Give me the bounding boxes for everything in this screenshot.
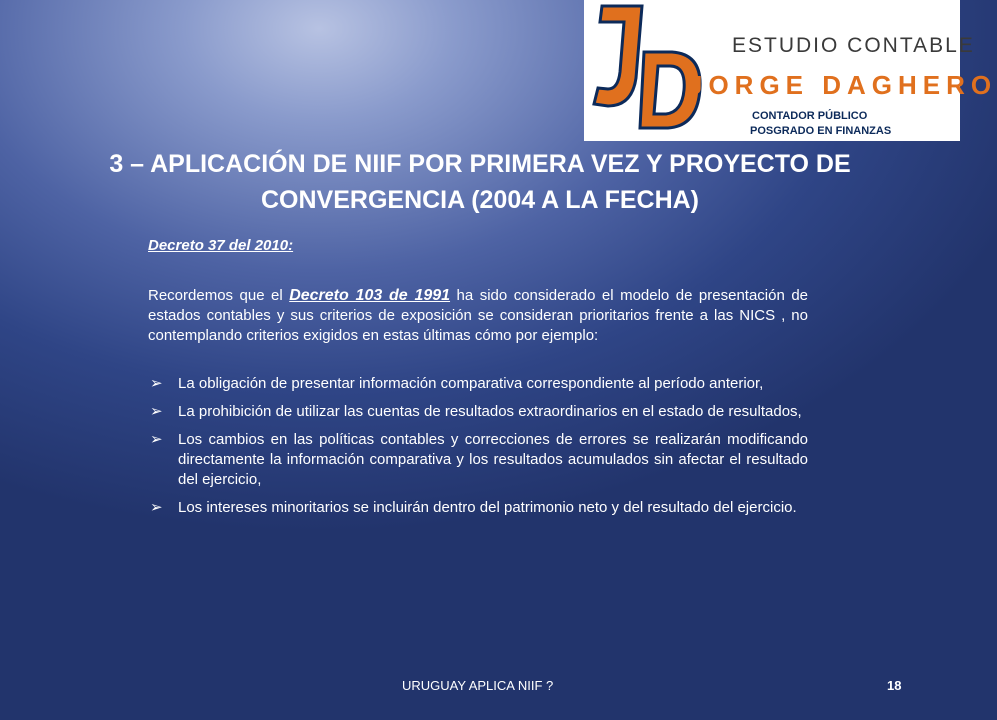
arrow-bullet-icon: ➢ <box>150 403 163 420</box>
slide-content <box>148 236 808 526</box>
list-item <box>148 430 808 490</box>
arrow-bullet-icon: ➢ <box>150 499 163 516</box>
logo-name-text: JORGE DAGHERO <box>688 70 997 100</box>
slide-title: 3 – APLICACIÓN DE NIIF POR PRIMERA VEZ Y PROYECTO DE CONVERGENCIA (2004 A LA FECHA) <box>109 150 851 214</box>
list-item-text: La obligación de presentar información comparativa correspondiente al período anterior, <box>178 375 764 392</box>
list-item-text: Los cambios en las políticas contables y correcciones de errores se realizarán modificando directamente la información comparativa y los resultados acumulados sin afectar el resultado del ejercicio, <box>178 431 808 488</box>
slide-subtitle: Decreto 37 del 2010: <box>148 237 294 254</box>
logo-studio-text: ESTUDIO CONTABLE <box>732 34 975 57</box>
page-number: 18 <box>887 678 902 693</box>
paragraph-after: ha sido considerado el modelo de presentación de estados contables y sus criterios de exposición se consideran prioritarios frente a las NICS , no contemplando criterios exigidos en estas últimas cómo por ejemplo: <box>148 287 808 344</box>
list-item-text: Los intereses minoritarios se incluirán dentro del patrimonio neto y del resultado del ejercicio. <box>178 499 797 516</box>
list-item <box>148 498 808 518</box>
list-item <box>148 374 808 394</box>
arrow-bullet-icon: ➢ <box>150 431 163 448</box>
intro-paragraph <box>148 286 808 346</box>
footer-text: URUGUAY APLICA NIIF ? <box>402 678 554 693</box>
list-item-text: La prohibición de utilizar las cuentas de resultados extraordinarios en el estado de resultados, <box>178 403 802 420</box>
paragraph-before: Recordemos que el <box>148 287 290 304</box>
company-logo <box>584 0 997 141</box>
logo-role-text: CONTADOR PÚBLICO <box>752 110 868 122</box>
bullet-list <box>148 374 808 518</box>
arrow-bullet-icon: ➢ <box>150 375 163 392</box>
list-item <box>148 402 808 422</box>
logo-role2-text: POSGRADO EN FINANZAS <box>750 125 892 137</box>
decree-reference: Decreto 103 de 1991 <box>289 287 451 304</box>
